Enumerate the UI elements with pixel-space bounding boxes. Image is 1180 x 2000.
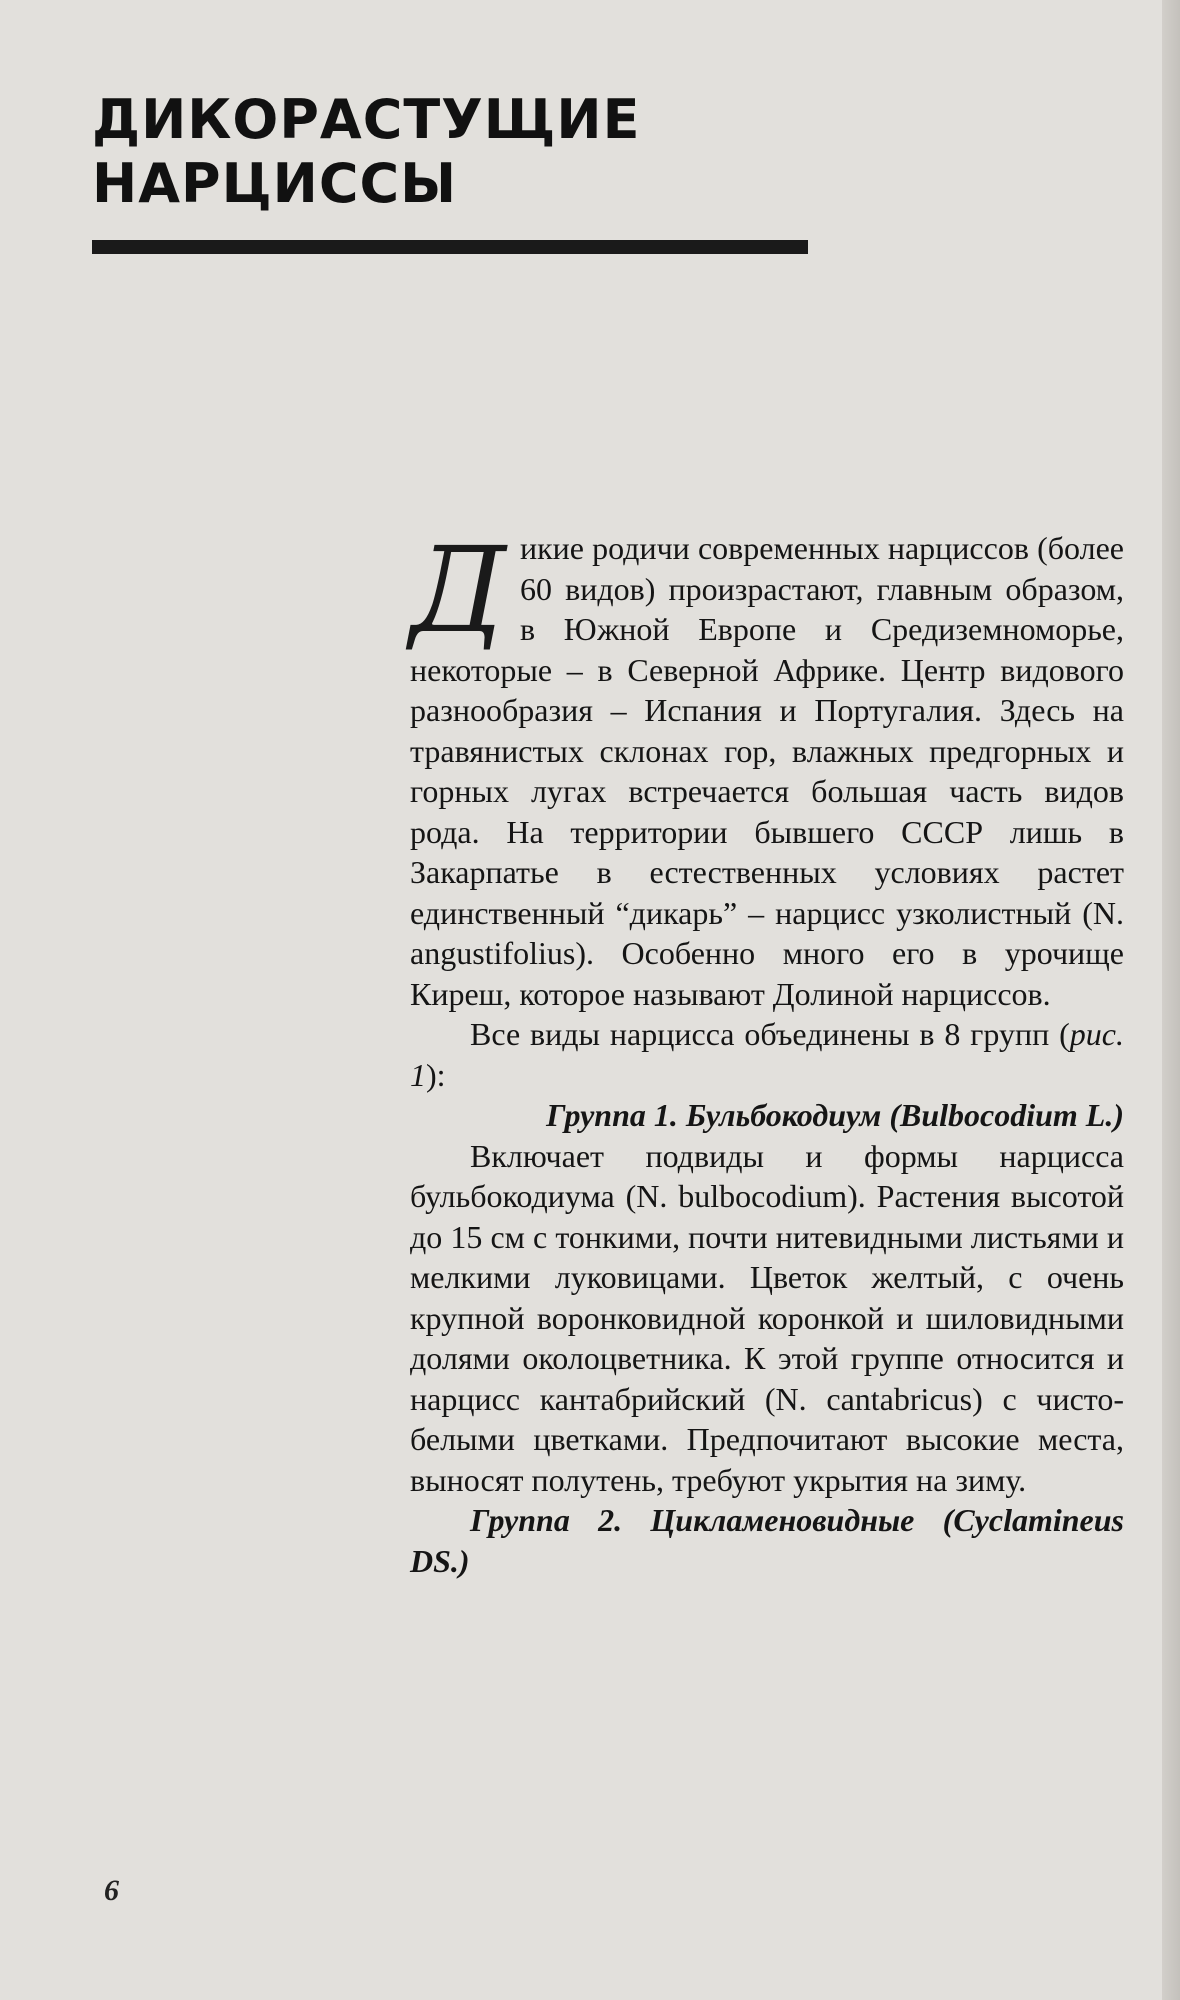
title-underline-rule	[92, 240, 808, 254]
group1-heading: Группа 1. Бульбокодиум (Bulbocodium L.)	[546, 1097, 1124, 1133]
groups-intro-paragraph	[410, 1014, 1124, 1095]
groups-intro-text: Все виды нарцисса объединены в 8 групп (	[470, 1016, 1070, 1052]
drop-cap: Д	[410, 521, 506, 659]
intro-text: икие родичи современных нарциссов (более 60 видов) произрастают, главным образом, в Южной Европе и Средиземноморье, некоторые – в Северной Африке. Центр видового разнообразия – Испания и Португалия. Здесь на травянистых склонах гор, влажных предгорных и горных лугах встречается большая часть видов рода. На территории бывшего СССР лишь в Закарпатье в естественных условиях растет единственный “дикарь” – нарцисс узколистный (N. angustifolius). Особенно много его в урочище Киреш, которое называют Долиной нарциссов.	[410, 530, 1124, 1012]
article-body	[410, 521, 1124, 1581]
group1-paragraph: Включает подвиды и формы нарцисса бульбокодиума (N. bulbocodium). Растения высотой до 15 см с тонкими, почти нитевидными листьями и мелкими луковицами. Цветок желтый, с очень крупной воронковидной коронкой и шиловидными долями околоцветника. К этой группе относится и нарцисс кантабрийский (N. cantabricus) с чисто-белыми цветками. Предпочитают высокие места, выносят полутень, требуют укрытия на зиму.	[410, 1137, 1124, 1498]
group2-heading: Группа 2. Цикламеновидные (Cyclamineus DS.)	[410, 1502, 1124, 1579]
groups-intro-end: ):	[426, 1056, 446, 1093]
page-number: 6	[104, 1874, 119, 1907]
chapter-title: ДИКОРАСТУЩИЕ НАРЦИССЫ	[92, 88, 641, 215]
figure-reference: рис. 1	[410, 1016, 1124, 1093]
intro-paragraph	[410, 521, 1124, 1014]
page-edge-shadow	[1162, 0, 1180, 2000]
